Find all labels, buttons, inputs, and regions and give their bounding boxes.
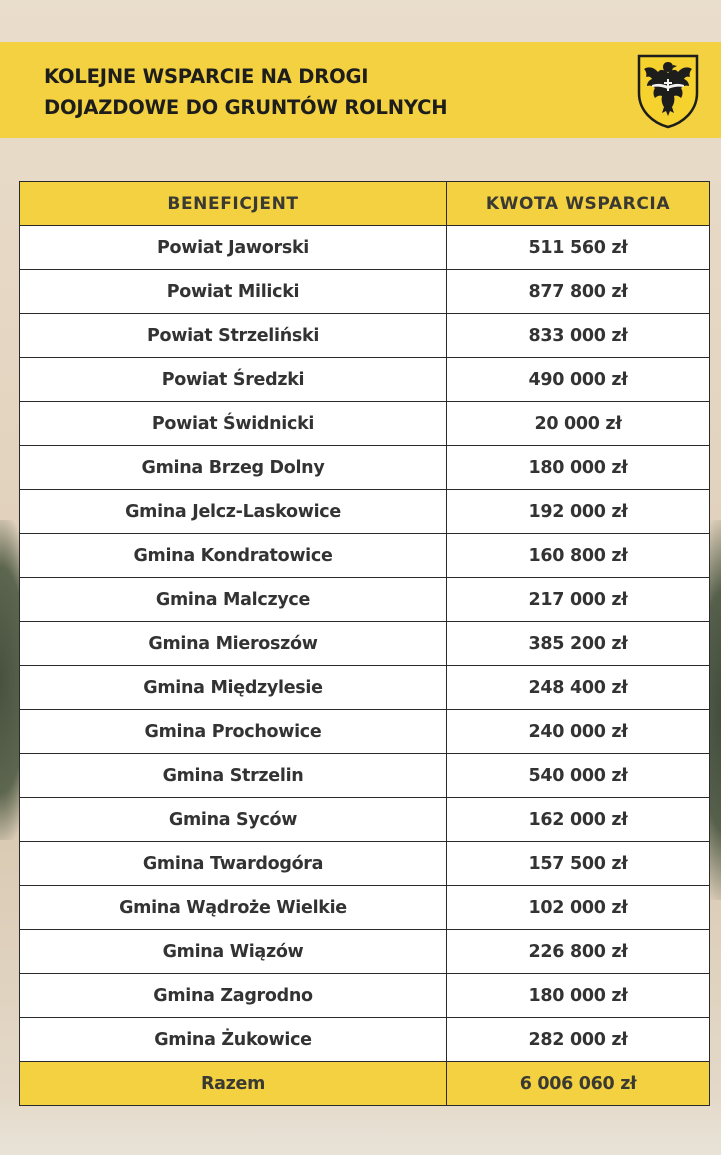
amount-cell: 833 000 zł: [447, 314, 710, 358]
beneficiary-cell: Gmina Brzeg Dolny: [20, 446, 447, 490]
table-row: [20, 886, 710, 930]
beneficiary-cell: Powiat Średzki: [20, 358, 447, 402]
beneficiary-cell: Powiat Milicki: [20, 270, 447, 314]
table-row: [20, 1018, 710, 1062]
table-row: [20, 490, 710, 534]
table-row: [20, 226, 710, 270]
beneficiary-cell: Gmina Syców: [20, 798, 447, 842]
table-row: [20, 358, 710, 402]
amount-cell: 877 800 zł: [447, 270, 710, 314]
table-row: [20, 534, 710, 578]
amount-cell: 102 000 zł: [447, 886, 710, 930]
amount-cell: 490 000 zł: [447, 358, 710, 402]
amount-cell: 282 000 zł: [447, 1018, 710, 1062]
beneficiary-cell: Gmina Malczyce: [20, 578, 447, 622]
header-banner: [0, 42, 721, 138]
amount-cell: 192 000 zł: [447, 490, 710, 534]
table-row: [20, 446, 710, 490]
table-row: [20, 270, 710, 314]
page-title-line-1: KOLEJNE WSPARCIE NA DROGI: [44, 65, 369, 88]
amount-cell: 385 200 zł: [447, 622, 710, 666]
amount-cell: 226 800 zł: [447, 930, 710, 974]
total-amount-cell: 6 006 060 zł: [447, 1062, 710, 1106]
table-header-row: [20, 182, 710, 226]
amount-cell: 157 500 zł: [447, 842, 710, 886]
beneficiary-cell: Gmina Wądroże Wielkie: [20, 886, 447, 930]
beneficiary-cell: Powiat Jaworski: [20, 226, 447, 270]
beneficiary-cell: Gmina Wiązów: [20, 930, 447, 974]
page-title-line-2: DOJAZDOWE DO GRUNTÓW ROLNYCH: [44, 96, 448, 119]
column-header-amount: KWOTA WSPARCIA: [447, 182, 710, 226]
beneficiary-cell: Powiat Strzeliński: [20, 314, 447, 358]
table-row: [20, 314, 710, 358]
page-title: [44, 61, 564, 123]
table-row: [20, 930, 710, 974]
amount-cell: 162 000 zł: [447, 798, 710, 842]
table-row: [20, 578, 710, 622]
funding-table: [19, 181, 710, 1106]
beneficiary-cell: Gmina Żukowice: [20, 1018, 447, 1062]
amount-cell: 540 000 zł: [447, 754, 710, 798]
table-row: [20, 842, 710, 886]
beneficiary-cell: Powiat Świdnicki: [20, 402, 447, 446]
amount-cell: 180 000 zł: [447, 974, 710, 1018]
amount-cell: 180 000 zł: [447, 446, 710, 490]
amount-cell: 248 400 zł: [447, 666, 710, 710]
column-header-beneficiary: BENEFICJENT: [20, 182, 447, 226]
lower-silesia-eagle-crest-icon: [636, 53, 700, 129]
amount-cell: 20 000 zł: [447, 402, 710, 446]
beneficiary-cell: Gmina Prochowice: [20, 710, 447, 754]
amount-cell: 511 560 zł: [447, 226, 710, 270]
beneficiary-cell: Gmina Twardogóra: [20, 842, 447, 886]
table-row: [20, 622, 710, 666]
table-total-row: [20, 1062, 710, 1106]
beneficiary-cell: Gmina Strzelin: [20, 754, 447, 798]
total-label-cell: Razem: [20, 1062, 447, 1106]
table-row: [20, 402, 710, 446]
table-row: [20, 798, 710, 842]
table-row: [20, 754, 710, 798]
amount-cell: 160 800 zł: [447, 534, 710, 578]
table-row: [20, 974, 710, 1018]
beneficiary-cell: Gmina Zagrodno: [20, 974, 447, 1018]
table-row: [20, 710, 710, 754]
beneficiary-cell: Gmina Mieroszów: [20, 622, 447, 666]
beneficiary-cell: Gmina Jelcz-Laskowice: [20, 490, 447, 534]
beneficiary-cell: Gmina Międzylesie: [20, 666, 447, 710]
amount-cell: 240 000 zł: [447, 710, 710, 754]
beneficiary-cell: Gmina Kondratowice: [20, 534, 447, 578]
table-row: [20, 666, 710, 710]
amount-cell: 217 000 zł: [447, 578, 710, 622]
